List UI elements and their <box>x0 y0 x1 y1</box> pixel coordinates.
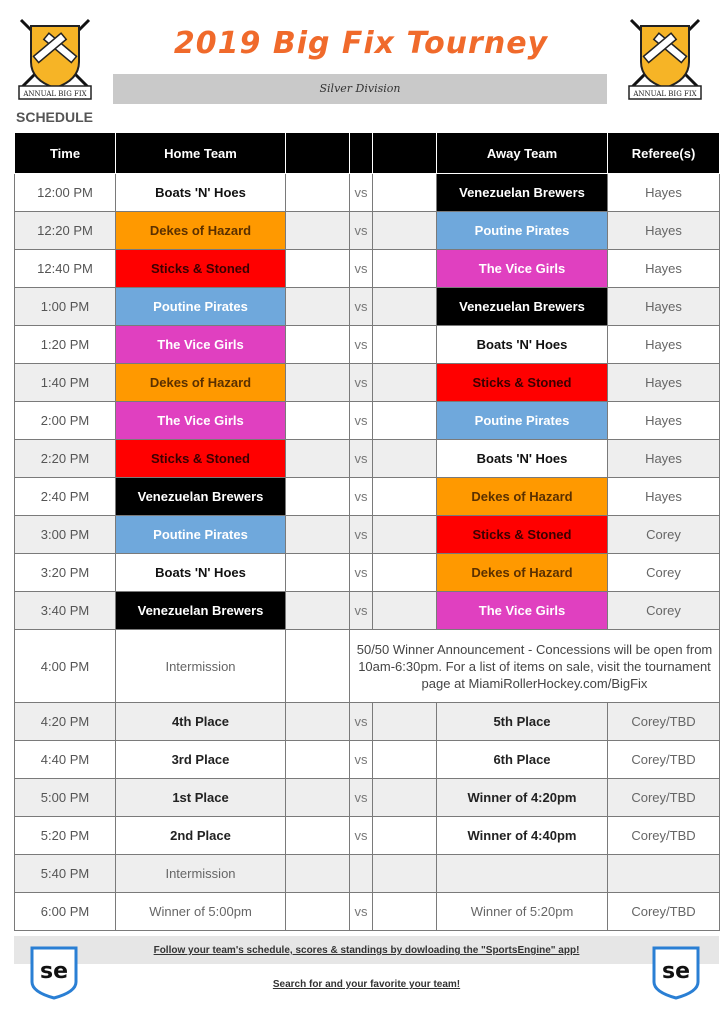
vs-label: vs <box>350 779 373 817</box>
away-team: Boats 'N' Hoes <box>437 326 608 364</box>
svg-text:ANNUAL BIG FIX: ANNUAL BIG FIX <box>23 90 87 98</box>
referee: Hayes <box>608 478 720 516</box>
game-time: 5:40 PM <box>15 855 116 893</box>
table-row <box>15 250 720 288</box>
vs-label: vs <box>350 817 373 855</box>
blank-cell <box>373 592 437 630</box>
vs-label: vs <box>350 893 373 931</box>
game-time: 3:20 PM <box>15 554 116 592</box>
blank-cell <box>373 174 437 212</box>
referee: Corey <box>608 554 720 592</box>
vs-label <box>350 855 373 893</box>
table-row <box>15 817 720 855</box>
game-time: 1:20 PM <box>15 326 116 364</box>
home-team: Boats 'N' Hoes <box>116 554 286 592</box>
table-row <box>15 364 720 402</box>
away-team: Venezuelan Brewers <box>437 174 608 212</box>
blank-cell <box>286 288 350 326</box>
referee: Corey/TBD <box>608 817 720 855</box>
blank-cell <box>286 250 350 288</box>
away-team: Winner of 4:20pm <box>437 779 608 817</box>
home-team: Venezuelan Brewers <box>116 592 286 630</box>
referee: Corey <box>608 516 720 554</box>
blank-cell <box>286 855 350 893</box>
away-team: Sticks & Stoned <box>437 516 608 554</box>
column-header-blank <box>286 133 350 174</box>
game-time: 4:40 PM <box>15 741 116 779</box>
blank-cell <box>286 592 350 630</box>
blank-cell <box>373 212 437 250</box>
game-time: 2:40 PM <box>15 478 116 516</box>
referee: Corey/TBD <box>608 779 720 817</box>
game-time: 2:00 PM <box>15 402 116 440</box>
referee: Corey/TBD <box>608 703 720 741</box>
blank-cell <box>286 326 350 364</box>
referee: Hayes <box>608 440 720 478</box>
away-team: The Vice Girls <box>437 250 608 288</box>
blank-cell <box>286 703 350 741</box>
app-promo-link[interactable]: Follow your team's schedule, scores & standings by dowloading the "SportsEngine" app! <box>153 945 580 956</box>
away-team: 5th Place <box>437 703 608 741</box>
away-team: Dekes of Hazard <box>437 478 608 516</box>
blank-cell <box>286 779 350 817</box>
svg-text:se: se <box>661 959 691 984</box>
section-heading: SCHEDULE <box>16 109 94 125</box>
table-row <box>15 554 720 592</box>
home-team: Poutine Pirates <box>116 516 286 554</box>
blank-cell <box>373 326 437 364</box>
blank-cell <box>373 440 437 478</box>
game-time: 1:40 PM <box>15 364 116 402</box>
blank-cell <box>286 554 350 592</box>
vs-label: vs <box>350 402 373 440</box>
blank-cell <box>286 817 350 855</box>
search-team-link[interactable]: Search for and your favorite your team! <box>272 979 461 990</box>
column-header-away: Away Team <box>437 133 608 174</box>
game-time: 3:40 PM <box>15 592 116 630</box>
referee: Corey <box>608 592 720 630</box>
svg-text:ANNUAL BIG FIX: ANNUAL BIG FIX <box>633 90 697 98</box>
blank-cell <box>373 478 437 516</box>
away-team <box>437 855 608 893</box>
vs-label: vs <box>350 554 373 592</box>
sportsengine-logo-right <box>650 944 702 1000</box>
table-row <box>15 440 720 478</box>
home-team: The Vice Girls <box>116 326 286 364</box>
blank-cell <box>373 288 437 326</box>
blank-cell <box>373 779 437 817</box>
vs-label: vs <box>350 326 373 364</box>
column-header-home: Home Team <box>116 133 286 174</box>
game-time: 5:00 PM <box>15 779 116 817</box>
home-team: Poutine Pirates <box>116 288 286 326</box>
referee: Hayes <box>608 288 720 326</box>
home-team: 3rd Place <box>116 741 286 779</box>
home-team: Intermission <box>116 855 286 893</box>
game-time: 12:20 PM <box>15 212 116 250</box>
blank-cell <box>286 516 350 554</box>
referee: Corey/TBD <box>608 893 720 931</box>
blank-cell <box>373 855 437 893</box>
table-row <box>15 592 720 630</box>
table-row <box>15 478 720 516</box>
away-team: Poutine Pirates <box>437 212 608 250</box>
blank-cell <box>286 741 350 779</box>
blank-cell <box>286 212 350 250</box>
tournament-logo-right <box>625 14 705 104</box>
page-title: 2019 Big Fix Tourney <box>173 26 549 61</box>
svg-text:se: se <box>39 959 69 984</box>
blank-cell <box>286 893 350 931</box>
table-row <box>15 174 720 212</box>
away-team: Poutine Pirates <box>437 402 608 440</box>
column-header-blank <box>373 133 437 174</box>
blank-cell <box>373 741 437 779</box>
game-time: 4:00 PM <box>15 630 116 703</box>
vs-label: vs <box>350 592 373 630</box>
referee: Hayes <box>608 364 720 402</box>
blank-cell <box>286 174 350 212</box>
away-team: Winner of 4:40pm <box>437 817 608 855</box>
schedule-body <box>15 174 720 931</box>
blank-cell <box>286 402 350 440</box>
column-header-time: Time <box>15 133 116 174</box>
home-team: Venezuelan Brewers <box>116 478 286 516</box>
vs-label: vs <box>350 440 373 478</box>
table-row <box>15 630 720 703</box>
home-team: 2nd Place <box>116 817 286 855</box>
blank-cell <box>373 554 437 592</box>
table-row <box>15 402 720 440</box>
blank-cell <box>286 440 350 478</box>
vs-label: vs <box>350 174 373 212</box>
table-header-row <box>15 133 720 174</box>
vs-label: vs <box>350 516 373 554</box>
table-row <box>15 703 720 741</box>
schedule-table <box>14 132 720 931</box>
game-time: 12:40 PM <box>15 250 116 288</box>
referee: Hayes <box>608 250 720 288</box>
away-team: The Vice Girls <box>437 592 608 630</box>
game-time: 6:00 PM <box>15 893 116 931</box>
table-row <box>15 893 720 931</box>
referee: Hayes <box>608 212 720 250</box>
away-team: Venezuelan Brewers <box>437 288 608 326</box>
referee: Hayes <box>608 402 720 440</box>
home-team: 4th Place <box>116 703 286 741</box>
table-row <box>15 855 720 893</box>
away-team: 6th Place <box>437 741 608 779</box>
referee: Hayes <box>608 326 720 364</box>
vs-label: vs <box>350 703 373 741</box>
blank-cell <box>286 364 350 402</box>
home-team: Sticks & Stoned <box>116 250 286 288</box>
home-team: Dekes of Hazard <box>116 364 286 402</box>
blank-cell <box>373 250 437 288</box>
table-row <box>15 326 720 364</box>
blank-cell <box>286 630 350 703</box>
game-time: 2:20 PM <box>15 440 116 478</box>
away-team: Boats 'N' Hoes <box>437 440 608 478</box>
game-time: 12:00 PM <box>15 174 116 212</box>
table-row <box>15 212 720 250</box>
referee: Hayes <box>608 174 720 212</box>
division-banner: Silver Division <box>113 74 607 104</box>
home-team: Winner of 5:00pm <box>116 893 286 931</box>
away-team: Winner of 5:20pm <box>437 893 608 931</box>
home-team: Dekes of Hazard <box>116 212 286 250</box>
vs-label: vs <box>350 741 373 779</box>
blank-cell <box>286 478 350 516</box>
vs-label: vs <box>350 212 373 250</box>
referee <box>608 855 720 893</box>
column-header-ref: Referee(s) <box>608 133 720 174</box>
vs-label: vs <box>350 478 373 516</box>
referee: Corey/TBD <box>608 741 720 779</box>
column-header-blank <box>350 133 373 174</box>
table-row <box>15 516 720 554</box>
table-row <box>15 288 720 326</box>
tournament-logo-left <box>15 14 95 104</box>
vs-label: vs <box>350 288 373 326</box>
blank-cell <box>373 703 437 741</box>
vs-label: vs <box>350 364 373 402</box>
game-time: 3:00 PM <box>15 516 116 554</box>
announcement-note: 50/50 Winner Announcement - Concessions will be open from 10am-6:30pm. For a list of items on sale, visit the tournament page at MiamiRollerHockey.com/BigFix <box>350 630 720 703</box>
home-team: The Vice Girls <box>116 402 286 440</box>
blank-cell <box>373 893 437 931</box>
blank-cell <box>373 817 437 855</box>
blank-cell <box>373 364 437 402</box>
game-time: 1:00 PM <box>15 288 116 326</box>
table-row <box>15 779 720 817</box>
vs-label: vs <box>350 250 373 288</box>
game-time: 4:20 PM <box>15 703 116 741</box>
table-row <box>15 741 720 779</box>
away-team: Dekes of Hazard <box>437 554 608 592</box>
home-team: 1st Place <box>116 779 286 817</box>
blank-cell <box>373 516 437 554</box>
blank-cell <box>373 402 437 440</box>
home-team: Intermission <box>116 630 286 703</box>
away-team: Sticks & Stoned <box>437 364 608 402</box>
footer <box>14 936 719 1016</box>
home-team: Sticks & Stoned <box>116 440 286 478</box>
home-team: Boats 'N' Hoes <box>116 174 286 212</box>
game-time: 5:20 PM <box>15 817 116 855</box>
